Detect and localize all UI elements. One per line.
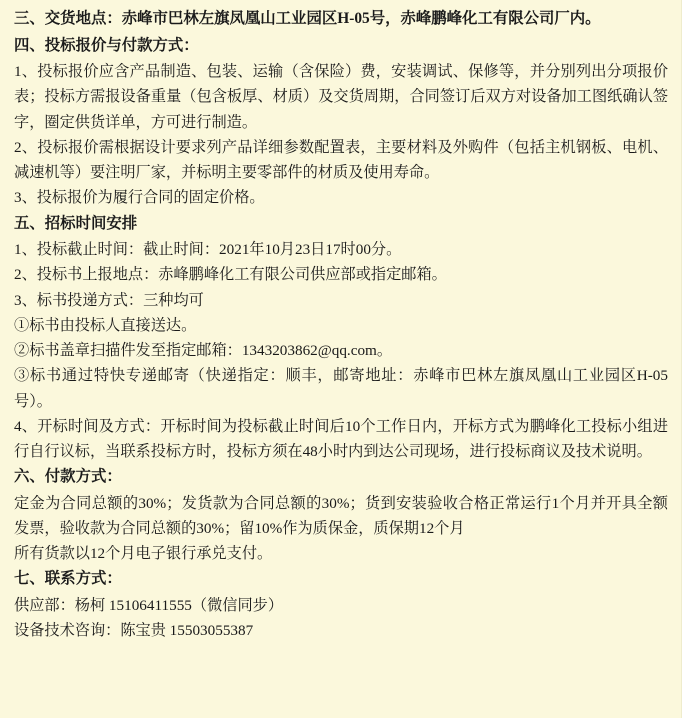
paragraph: ①标书由投标人直接送达。 [14,316,197,334]
paragraph: ③标书通过特快专递邮寄（快递指定：顺丰，邮寄地址：赤峰市巴林左旗凤凰山工业园区H-05号）。 [14,367,668,410]
section-heading-4-label: 四、投标报价与付款方式： [14,36,199,54]
section-heading-3-inline-text: 赤峰市巴林左旗凤凰山工业园区H-05号，赤峰鹏峰化工有限公司厂内。 [121,10,601,27]
section-heading-5 [14,211,668,237]
section-heading-7 [14,566,668,592]
paragraph: 设备技术咨询：陈宝贵 15503055387 [14,622,254,640]
paragraph: 供应部：杨柯 15106411555（微信同步） [14,597,284,615]
paragraph: 2、投标书上报地点：赤峰鹏峰化工有限公司供应部或指定邮箱。 [14,266,447,284]
paragraph: 2、投标报价需根据设计要求列产品详细参数配置表，主要材料及外购件（包括主机钢板、电机、减速机等）要注明厂家，并标明主要零部件的材质及使用寿命。 [14,138,668,182]
document-body [14,6,668,644]
paragraph: 4、开标时间及方式：开标时间为投标截止时间后10个工作日内，开标方式为鹏峰化工投标小组进行自行议标，当联系投标方时，投标方须在48小时内到达公司现场，进行投标商议及技术说明。 [14,417,668,460]
paragraph: 1、投标报价应含产品制造、包装、运输（含保险）费，安装调试、保修等，并分别列出分项报价表；投标方需报设备重量（包含板厚、材质）及交货周期，合同签订后双方对设备加工图纸确认签字，圈定供货详单，方可进行制造。 [14,63,668,131]
section-heading-5-label: 五、招标时间安排 [14,214,138,232]
section-heading-6 [14,464,668,490]
section-heading-7-label: 七、联系方式： [14,570,122,588]
paragraph: 所有货款以12个月电子银行承兑支付。 [14,545,273,563]
paragraph: 3、投标报价为履行合同的固定价格。 [14,189,265,207]
section-heading-6-label: 六、付款方式： [14,468,122,486]
paragraph: ②标书盖章扫描件发至指定邮箱：1343203862@qq.com。 [14,342,393,360]
paragraph: 3、标书投递方式：三种均可 [14,291,204,309]
section-heading-3-label: 三、交货地点： [14,10,122,27]
paragraph: 定金为合同总额的30%；发货款为合同总额的30%；货到安装验收合格正常运行1个月并开具全额发票，验收款为合同总额的30%；留10%作为质保金，质保期12个月 [14,494,668,537]
section-heading-4 [14,33,668,59]
paragraph: 1、投标截止时间：截止时间：2021年10月23日17时00分。 [14,241,402,259]
section-heading-3 [14,6,668,32]
